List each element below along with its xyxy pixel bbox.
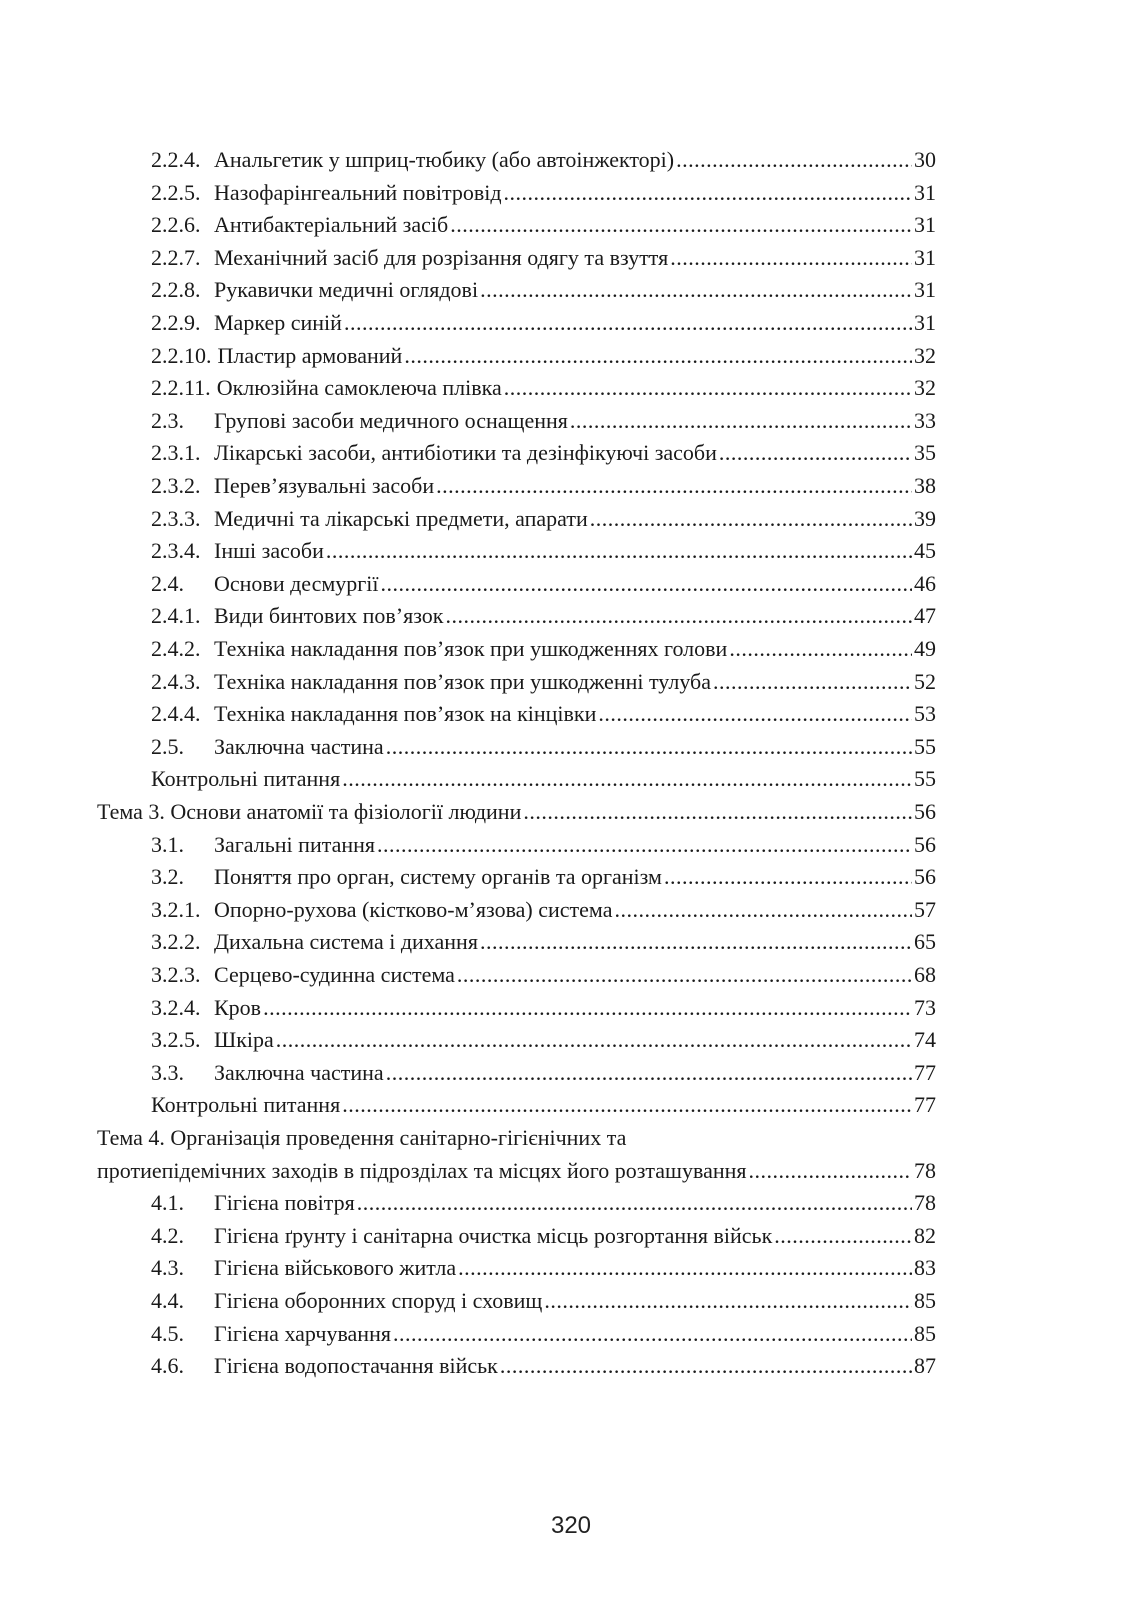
toc-entry-page: 65 xyxy=(914,929,936,955)
dot-leader xyxy=(713,665,912,698)
toc-entry-page: 82 xyxy=(914,1222,936,1248)
toc-entry-title: протиепідемічних заходів в підрозділах та місцях його розташування xyxy=(97,1157,747,1183)
toc-entry-number: 4.4. xyxy=(151,1288,184,1313)
toc-entry-title: Заключна частина xyxy=(214,1059,384,1085)
toc-entry-title: Основи десмургії xyxy=(214,570,379,596)
dot-leader xyxy=(523,795,912,828)
toc-entry-page: 30 xyxy=(914,147,936,172)
toc-topic-title-line: Тема 4. Організація проведення санітарно-гігієнічних та xyxy=(97,1125,627,1150)
toc-entry-number: 4.5. xyxy=(151,1320,184,1346)
toc-entry-title: Загальні питання xyxy=(214,831,376,857)
toc-entry-title: Тема 3. Основи анатомії та фізіології людини xyxy=(97,799,522,824)
toc-entry xyxy=(151,958,936,991)
toc-entry-page: 49 xyxy=(914,636,936,661)
toc-entry-page: 47 xyxy=(914,603,936,629)
toc-entry-title: Техніка накладання пов’язок при ушкодженні тулуба xyxy=(214,668,711,694)
dot-leader xyxy=(504,371,912,404)
toc-entry xyxy=(151,730,936,763)
toc-entry-number: 2.2.9. xyxy=(151,310,201,335)
toc-entry-page: 31 xyxy=(914,277,936,303)
dot-leader xyxy=(450,208,912,241)
toc-entry-title: Гігієна водопостачання військ xyxy=(214,1353,498,1379)
dot-leader xyxy=(377,828,912,861)
toc-entry-title: Контрольні питання xyxy=(151,766,341,792)
toc-entry-page: 31 xyxy=(914,244,936,270)
toc-entry-page: 78 xyxy=(914,1157,936,1183)
toc-entry-title: Медичні та лікарські предмети, апарати xyxy=(214,505,588,531)
toc-entry-number: 2.2.11. xyxy=(151,375,211,401)
toc-entry-number: 4.1. xyxy=(151,1190,184,1216)
toc-entry-title: Заключна частина xyxy=(214,733,384,759)
toc-entry xyxy=(151,567,936,600)
toc-entry xyxy=(151,143,936,176)
toc-entry xyxy=(151,469,936,502)
toc-entry-number: 3.1. xyxy=(151,831,184,857)
toc-entry xyxy=(151,599,936,632)
toc-entry xyxy=(151,534,936,567)
dot-leader xyxy=(664,860,912,893)
toc-entry-title: Маркер синій xyxy=(214,310,342,335)
toc-entry xyxy=(151,339,936,372)
toc-entry-title: Інші засоби xyxy=(214,538,324,564)
toc-entry-number: 2.3.4. xyxy=(151,538,201,564)
toc-entry-page: 53 xyxy=(914,701,936,727)
toc-entry-page: 55 xyxy=(914,766,936,792)
dot-leader xyxy=(719,436,912,469)
toc-entry-number: 2.4.1. xyxy=(151,603,201,629)
toc-entry xyxy=(151,828,936,861)
dot-leader xyxy=(670,241,912,274)
toc-entry xyxy=(151,860,936,893)
toc-entry xyxy=(151,371,936,404)
toc-entry-title: Серцево-судинна система xyxy=(214,962,455,987)
toc-entry-page: 56 xyxy=(914,799,936,824)
toc-entry-number: 2.4.3. xyxy=(151,668,201,694)
toc-entry-page: 31 xyxy=(914,310,936,335)
dot-leader xyxy=(342,1088,912,1121)
toc-entry xyxy=(151,208,936,241)
toc-entry xyxy=(151,991,936,1024)
dot-leader xyxy=(749,1154,912,1187)
dot-leader xyxy=(729,632,912,665)
dot-leader xyxy=(446,599,913,632)
toc-entry-title: Техніка накладання пов’язок на кінцівки xyxy=(214,701,597,727)
toc-entry-title: Кров xyxy=(214,994,262,1020)
dot-leader xyxy=(404,339,912,372)
toc-entry-title: Назофарінгеальний повітровід xyxy=(214,179,502,205)
toc-entry-page: 39 xyxy=(914,505,936,531)
toc-entry xyxy=(151,1251,936,1284)
toc-entry-title: Гігієна харчування xyxy=(214,1320,391,1346)
toc-entry xyxy=(151,1186,936,1219)
toc-entry-number: 2.3.3. xyxy=(151,505,201,531)
dot-leader xyxy=(342,762,912,795)
toc-entry xyxy=(151,306,936,339)
toc-entry xyxy=(151,1219,936,1252)
toc-entry-number: 2.3. xyxy=(151,407,184,433)
dot-leader xyxy=(263,991,912,1024)
toc-entry-page: 32 xyxy=(914,342,936,368)
toc-entry xyxy=(151,502,936,535)
toc-entry-number: 2.2.4. xyxy=(151,147,201,172)
dot-leader xyxy=(276,1023,912,1056)
toc-entry-page: 35 xyxy=(914,440,936,466)
toc-entry-title: Пластир армований xyxy=(217,342,403,368)
toc-entry xyxy=(151,1317,936,1350)
dot-leader xyxy=(326,534,912,567)
toc-entry-title: Гігієна повітря xyxy=(214,1190,355,1216)
toc-entry-number: 3.2.5. xyxy=(151,1027,201,1053)
toc-entry xyxy=(151,762,936,795)
dot-leader xyxy=(457,958,912,991)
toc-entry-page: 57 xyxy=(914,896,936,922)
toc-entry-page: 31 xyxy=(914,179,936,205)
toc-entry-page: 32 xyxy=(914,375,936,401)
toc-entry-number: 3.2.3. xyxy=(151,962,201,987)
toc-entry-title: Поняття про орган, систему органів та організм xyxy=(214,864,662,890)
toc-entry-page: 55 xyxy=(914,733,936,759)
dot-leader xyxy=(614,893,912,926)
toc-entry-page: 38 xyxy=(914,473,936,498)
dot-leader xyxy=(570,404,912,437)
toc-entry-title: Анальгетик у шприц-тюбику (або автоінжекторі) xyxy=(214,147,675,172)
toc-entry-page: 68 xyxy=(914,962,936,987)
toc-entry xyxy=(151,436,936,469)
toc-entry-title: Рукавички медичні оглядові xyxy=(214,277,479,303)
dot-leader xyxy=(381,567,912,600)
toc-entry-page: 83 xyxy=(914,1255,936,1281)
dot-leader xyxy=(393,1317,912,1350)
dot-leader xyxy=(386,730,912,763)
toc-entry-title: Оклюзійна самоклеюча плівка xyxy=(216,375,502,401)
toc-entry-page: 73 xyxy=(914,994,936,1020)
toc-entry xyxy=(151,632,936,665)
toc-entry-number: 2.3.2. xyxy=(151,473,201,498)
dot-leader xyxy=(774,1219,912,1252)
toc-entry-page: 31 xyxy=(914,212,936,238)
toc-entry-title: Механічний засіб для розрізання одягу та взуття xyxy=(214,244,669,270)
toc-entry-number: 2.2.7. xyxy=(151,244,201,270)
toc-entry xyxy=(151,404,936,437)
toc-entry xyxy=(151,893,936,926)
page-number: 320 xyxy=(550,1512,592,1539)
toc-entry-number: 4.3. xyxy=(151,1255,184,1281)
toc-entry-page: 33 xyxy=(914,407,936,433)
toc-entry-number: 4.6. xyxy=(151,1353,184,1379)
toc-entry-number: 2.3.1. xyxy=(151,440,201,466)
toc-entry-number: 2.4. xyxy=(151,570,184,596)
dot-leader xyxy=(590,502,912,535)
toc-entry-page: 45 xyxy=(914,538,936,564)
toc-entry xyxy=(97,795,936,828)
toc-entry-title: Дихальна система і дихання xyxy=(214,929,478,955)
toc-entry-number: 2.2.5. xyxy=(151,179,201,205)
toc-entry xyxy=(151,925,936,958)
toc-entry-number: 3.2.4. xyxy=(151,994,201,1020)
toc-entry xyxy=(151,241,936,274)
toc-entry xyxy=(97,1154,936,1187)
toc-entry-title: Шкіра xyxy=(214,1027,274,1053)
toc-entry-number: 2.2.10. xyxy=(151,342,212,368)
toc-entry-page: 85 xyxy=(914,1320,936,1346)
dot-leader xyxy=(480,925,912,958)
toc-entry-number: 4.2. xyxy=(151,1222,184,1248)
toc-entry-number: 2.4.2. xyxy=(151,636,201,661)
toc-entry-title: Види бинтових пов’язок xyxy=(214,603,444,629)
dot-leader xyxy=(676,143,912,176)
dot-leader xyxy=(436,469,912,502)
toc-entry-title: Контрольні питання xyxy=(151,1092,341,1118)
toc-entry-page: 77 xyxy=(914,1059,936,1085)
toc-entry-number: 3.2. xyxy=(151,864,184,890)
toc-entry-title: Гігієна оборонних споруд і сховищ xyxy=(214,1288,543,1313)
toc-entry-page: 85 xyxy=(914,1288,936,1313)
toc-entry-page: 77 xyxy=(914,1092,936,1118)
toc-entry-title: Групові засоби медичного оснащення xyxy=(214,407,568,433)
toc-entry xyxy=(151,1349,936,1382)
toc-entry-title: Лікарські засоби, антибіотики та дезінфікуючі засоби xyxy=(214,440,717,466)
toc-entry-number: 3.2.2. xyxy=(151,929,201,955)
dot-leader xyxy=(480,273,912,306)
toc-entry-title: Антибактеріальний засіб xyxy=(214,212,449,238)
toc-entry-page: 56 xyxy=(914,831,936,857)
toc-entry-number: 2.5. xyxy=(151,733,184,759)
dot-leader xyxy=(544,1284,912,1317)
toc-entry-page: 74 xyxy=(914,1027,936,1053)
toc-entry-number: 2.2.6. xyxy=(151,212,201,238)
toc-entry xyxy=(151,1284,936,1317)
toc-entry xyxy=(151,1056,936,1089)
toc-entry-number: 2.2.8. xyxy=(151,277,201,303)
toc-entry-title: Опорно-рухова (кістково-м’язова) система xyxy=(214,896,613,922)
dot-leader xyxy=(458,1251,912,1284)
toc-entry-page: 87 xyxy=(914,1353,936,1379)
toc-entry-page: 78 xyxy=(914,1190,936,1216)
dot-leader xyxy=(598,697,912,730)
toc-entry-number: 2.4.4. xyxy=(151,701,201,727)
dot-leader xyxy=(344,306,912,339)
toc-entry-title: Техніка накладання пов’язок при ушкодженнях голови xyxy=(214,636,728,661)
toc-entry xyxy=(151,1023,936,1056)
toc-entry-title: Гігієна військового житла xyxy=(214,1255,457,1281)
toc-entry xyxy=(151,273,936,306)
dot-leader xyxy=(500,1349,912,1382)
toc-entry-page: 46 xyxy=(914,570,936,596)
toc-entry-page: 56 xyxy=(914,864,936,890)
toc-entry xyxy=(151,176,936,209)
toc-entry xyxy=(151,697,936,730)
dot-leader xyxy=(386,1056,912,1089)
toc-entry-number: 3.2.1. xyxy=(151,896,201,922)
toc-entry-page: 52 xyxy=(914,668,936,694)
toc-entry xyxy=(151,665,936,698)
toc-entry-title: Перев’язувальні засоби xyxy=(214,473,435,498)
toc-entry-title: Гігієна ґрунту і санітарна очистка місць розгортання військ xyxy=(214,1222,773,1248)
toc-entry xyxy=(151,1088,936,1121)
toc-entry-number: 3.3. xyxy=(151,1059,184,1085)
dot-leader xyxy=(357,1186,912,1219)
dot-leader xyxy=(504,176,912,209)
